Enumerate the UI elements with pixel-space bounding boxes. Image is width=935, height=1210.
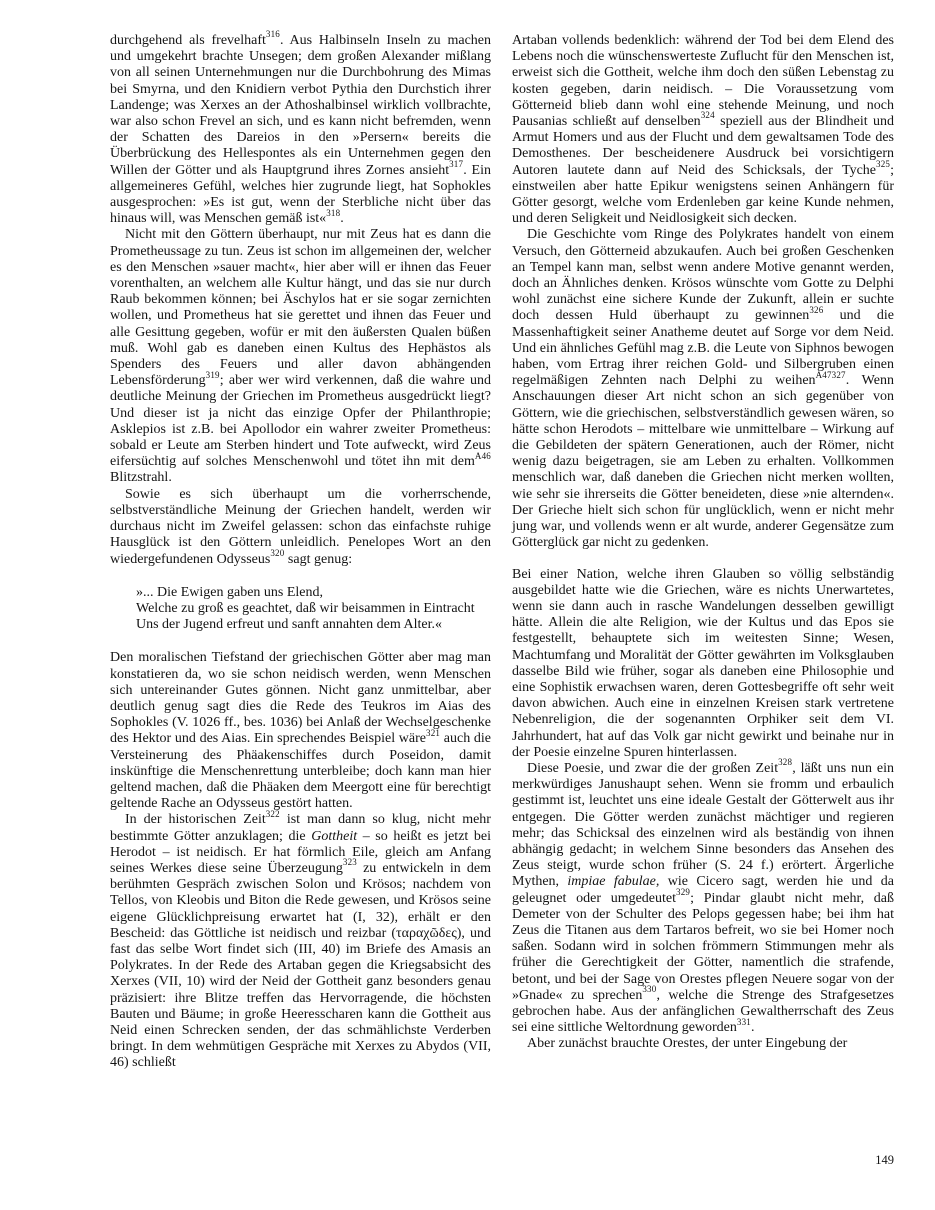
italic-text: Gottheit — [311, 828, 358, 844]
text-run: Blitzstrahl. — [110, 470, 172, 486]
page-number: 149 — [875, 1153, 894, 1167]
footnote-ref: 331 — [736, 1016, 751, 1027]
paragraph — [512, 33, 894, 227]
text-run: Bei einer Nation, welche ihren Glauben so völlig selbständig ausgebildet hatte wie die Griechen, wäre es nichts Unerwartetes, wenn sie dann auch in rasche Wandelungen desselben gewilligt hätte. Allein die alte Religion, wie der Kultus und das Epos sie festgestellt, behauptete sich im weitesten Sinne; Wesen, Machtumfang und Moralität der Götter gewährten im Volksglauben dasselbe Bild wie früher, sogar als daneben eine Philosophie und eine Sophistik erwachsen waren, deren Gottesbegriffe oft sehr weit davon abwichen. Auch eine in einzelnen Kreisen stark vertretene Nebenreligion, die der sogenannten Orphiker seit dem VI. Jahrhundert, hat auf das Volk gar nicht gewirkt und beinahe nur in der Poesie einzelne Spuren hinterlassen. — [512, 566, 894, 760]
text-run: Nicht mit den Göttern überhaupt, nur mit Zeus hat es dann die Prometheussage zu tun. Zeus ist schon im allgemeinen der, welcher es den Menschen »sauer macht«, hier aber will er ihnen das Feuer vorenthalten, an welchem alle Kultur hängt, und das sie nur durch Raub bekommen können; bei Äschylos hat er sie sogar zernichten wollen, und Prometheus hat sie gerettet und ihnen das Feuer und alle Gesittung gegeben, wofür er mit den äußersten Qualen büßen muß. Wohl gab es daneben einen Kultus des Hephästos als Spenders des Feuers und aller davon abhängenden Lebensförderung — [110, 227, 491, 389]
text-run: , welche die Strenge des Strafgesetzes gebrochen habe. Aus der anfänglichen Gewaltherrschaft des Zeus sei eine sittliche Weltordnung geworden — [512, 987, 894, 1036]
text-column-left — [110, 29, 492, 1072]
paragraph — [110, 808, 491, 1071]
italic-text: impiae fabulae, — [567, 874, 660, 890]
footnote-ref: 326 — [809, 304, 824, 315]
text-column-right — [512, 33, 894, 1053]
text-run: ; Pindar glaubt nicht mehr, daß Demeter von der Schulter des Pelops gegessen habe; bei ihm hat Zeus die Titanen aus dem Tartaros befreit, wo sie bei Homer noch saßen. Sodann wird in solchen frömmern Stimmungen mehr als früher die Gerechtigkeit der Götter, namentlich die strafende, betont, und bei der Sage von Orestes pflegen Neuere sogar von der »Gnade« zu sprechen — [512, 890, 894, 1003]
paragraph — [110, 487, 491, 568]
footnote-ref: 321 — [426, 727, 441, 738]
text-run: Diese Poesie, und zwar die der großen Zeit — [527, 760, 779, 776]
footnote-ref: 322 — [265, 808, 280, 819]
footnote-ref: 324 — [700, 110, 715, 121]
text-run: ; aber wer wird verkennen, daß die wahre und deutliche Meinung der Griechen im Prometheus ausgedrückt liegt? Und dieser ist ja nicht das einzige Opfer der Philanthropie; Asklepios ist z.B. bei Apollodor ein wahrer zweiter Prometheus: sobald er Leute am Sterben hindert und Tote aufweckt, wird Zeus eifersüchtig auf solches Menschenwohl und tötet ihn mit dem — [110, 373, 491, 470]
footnote-ref: 328 — [778, 757, 793, 768]
paragraph — [110, 29, 492, 227]
text-run: sagt genug: — [284, 551, 353, 567]
paragraph — [512, 227, 894, 551]
paragraph — [110, 650, 491, 812]
text-run: Den moralischen Tiefstand der griechischen Götter aber mag man konstatieren da, wo sie schon neidisch werden, wenn Menschen sich untereinander Gutes gönnen. Nicht ganz unmittelbar, aber deutlich genug sagt dies die Rede des Teukros im Aias des Sophokles (V. 1026 ff., bes. 1036) bei Anlaß der Wechselgeschenke des Hektor und des Aias. Ein sprechendes Beispiel wäre — [110, 650, 491, 747]
text-run: wie Cicero sagt, werden hie und da geleugnet oder umgedeutet — [512, 874, 894, 906]
text-run: . — [751, 1020, 755, 1036]
text-run: durchgehend als frevelhaft — [110, 33, 266, 48]
paragraph — [512, 567, 894, 761]
text-run: Die Geschichte vom Ringe des Polykrates handelt von einem Versuch, den Götterneid abzukaufen. Auch bei großen Geschenken an Tempel kann man, selbst wenn andere Motive genannt werden, doch an Ähnliches denken. Krösos wünschte vom Gotte zu Delphi wohl zunächst eine sichere Kunde der Zukunft, allein er suchte doch dessen Huld überhaupt zu gewinnen — [512, 227, 894, 324]
footnote-ref: 318 — [326, 207, 341, 218]
footnote-ref: 330 — [642, 984, 657, 995]
footnote-ref: 317 — [449, 158, 464, 169]
text-run: . Wenn Anschauungen dieser Art nicht schon an sich gegenüber von Göttern, wie die griechischen, selbstverständlich gewesen wären, so hätte schon Herodots – mittelbare wie unmittelbare – Wirkung auf die Gebildeten der spätern Generationen, auch der Römer, nicht wenig dazu beigetragen, sie am Leben zu erhalten. Vollkommen menschlich war, daß daneben die Griechen nicht merken wollten, wie sehr sie ihrerseits die Götter beneideten, diese »nie alternden«. Der Grieche hielt sich schon für unglücklich, wenn er nicht mehr jung war, und vollends wenn er alt wurde, anderer Gegensätze zum Götterglück gar nicht zu gedenken. — [512, 373, 894, 551]
text-run: , läßt uns nun ein merkwürdiges Janushaupt sehen. Wenn sie fromm und erbaulich gestimmt ist, leuchtet uns eine ideale Gestalt der Götterwelt aus ihr entgegen. Die Götter werden zunächst mächtiger und regieren mehr; das Schicksal des einzelnen wird als beständig von ihnen abhängig gedacht; in welchem Sinne besonders das Ansehen des Zeus steigt, wurde schon früher (S. 24 f.) erörtert. Ärgerliche Mythen, — [512, 760, 894, 890]
verse-line: »... Die Ewigen gaben uns Elend, — [136, 584, 324, 600]
text-run: . — [340, 211, 344, 227]
paragraph — [512, 1036, 894, 1052]
footnote-ref: A46 — [474, 450, 491, 461]
footnote-ref: 319 — [205, 369, 220, 380]
verse-line: Uns der Jugend erfreut und sanft annahten dem Alter.« — [136, 617, 442, 633]
text-run: Aber zunächst brauchte Orestes, der unter Eingebung der — [527, 1036, 848, 1052]
footnote-ref: 316 — [265, 29, 281, 40]
text-run: auch die Versteinerung des Phäakenschiffes durch Poseidon, damit inskünftige die Menschenrettung unterbleibe; doch kann man hier geltend machen, daß die Phäaken dem Meergott eine für berechtigt geltende Rache an Odysseus gestört hatten. — [110, 731, 492, 812]
verse-line: Welche zu groß es geachtet, daß wir beisammen in Eintracht — [136, 600, 475, 616]
text-run: . Ein allgemeineres Gefühl, welches hier zugrunde liegt, hat Sophokles ausgesprochen: »Es ist gut, wenn der Sterbliche nicht über das hinaus will, was Menschen gemäß ist« — [110, 162, 491, 227]
text-run: – so heißt es jetzt bei Herodot – ist neidisch. Er hat förmlich Eile, gleich am Anfang seines Werkes diese seine Überzeugung — [110, 828, 491, 876]
text-run: . Aus Halbinseln Inseln zu machen und umgekehrt brachte Unsegen; dem großen Alexander mißlang von all seinen Unternehmungen nur die Durchbohrung des Mimas bei Smyrna, und den Knidiern verbot Pythia den Durchstich ihrer Landenge; was Xerxes an der Athoshalbinsel wirklich vollbrachte, war also schon Frevel an sich, und es kann nicht befremden, wenn der Schatten des Dareios in den »Persern« bereits die Überbrückung des Hellespontes als ein Unternehmen gegen den Willen der Götter und als Hauptgrund ihres Zornes ansieht — [110, 33, 492, 178]
text-run: zu entwickeln in dem berühmten Gespräch zwischen Solon und Krösos; nachdem von Tellos, von Kleobis und Biton die Rede gewesen, und Krösos seine eigene Glücklichpreisung erwartet hat (I, 32), erhält er den Bescheid: das Göttliche ist neidisch und reizbar (ταραχῶδες), und fast das selbe Wort findet sich (III, 40) im Briefe des Amasis an Polykrates. In der Rede des Artaban gegen die Kriegsabsicht des Xerxes (VII, 10) wird der Neid der Gottheit ganz besonders genau präzisiert: ihre Blitze treffen das Hervorragende, die höchsten Bauten und Bäume; in große Heeresscharen kann die Gottheit aus Neid einen Schrecken senden, der das schmählichste Verderben bringt. In dem wehmütigen Gespräche mit Xerxes zu Abydos (VII, 46) schließt — [110, 860, 491, 1071]
paragraph — [512, 757, 894, 1036]
text-run: ist man dann so klug, nicht mehr bestimmte Götter anzuklagen; die — [110, 812, 491, 844]
footnote-ref: 325 — [876, 158, 891, 169]
text-run: ; einstweilen aber hatte Epikur wenigstens seinen Anhängern für Götter gesorgt, welche vom Erdenleben gar keine Kunde nehmen, und deren Seligkeit und Neidlosigkeit sich decken. — [512, 162, 894, 227]
footnote-ref: 329 — [676, 886, 691, 897]
text-run: und die Massenhaftigkeit seiner Anatheme deutet auf Sorge vor dem Neid. Und ein ähnliches Gefühl mag z.B. die Leute von Siphnos bewogen haben, vom Ertrag ihrer reichen Gold- und Silbergruben einen regelmäßigen Zehnten nach Delphi zu weihen — [512, 308, 894, 389]
text-run: In der historischen Zeit — [125, 812, 266, 828]
text-run: Sowie es sich überhaupt um die vorherrschende, selbstverständliche Meinung der Griechen handelt, werden wir durchaus nicht im Zweifel gelassen: schon das einfachste ruhige Hausglück ist den Göttern unleidlich. Penelopes Wort an den wiedergefundenen Odysseus — [110, 486, 491, 567]
footnote-ref: 323 — [342, 857, 357, 868]
text-run: speziell aus der Blindheit und Armut Homers und aus der Flucht und dem gewaltsamen Tode des Demosthenes. Der bescheidenere Ausdruck bei vorsichtigern Autoren lautete dann auf Neid des Schicksals, der Tyche — [512, 114, 894, 178]
verse-quote — [136, 585, 491, 634]
paragraph — [110, 227, 491, 486]
footnote-ref: 320 — [270, 547, 285, 558]
text-run: Artaban vollends bedenklich: während der Tod bei dem Elend des Lebens noch die wünschenswerteste Zuflucht für den Menschen ist, erweist sich die Gottheit, welche ihm doch den süßen Lebenstag zu kosten gegeben, darin neidisch. – Die Voraussetzung vom Götterneid blieb dann wohl eine stehende Meinung, und noch Pausanias schließt auf denselben — [512, 33, 894, 130]
footnote-ref: A47327 — [815, 369, 846, 380]
